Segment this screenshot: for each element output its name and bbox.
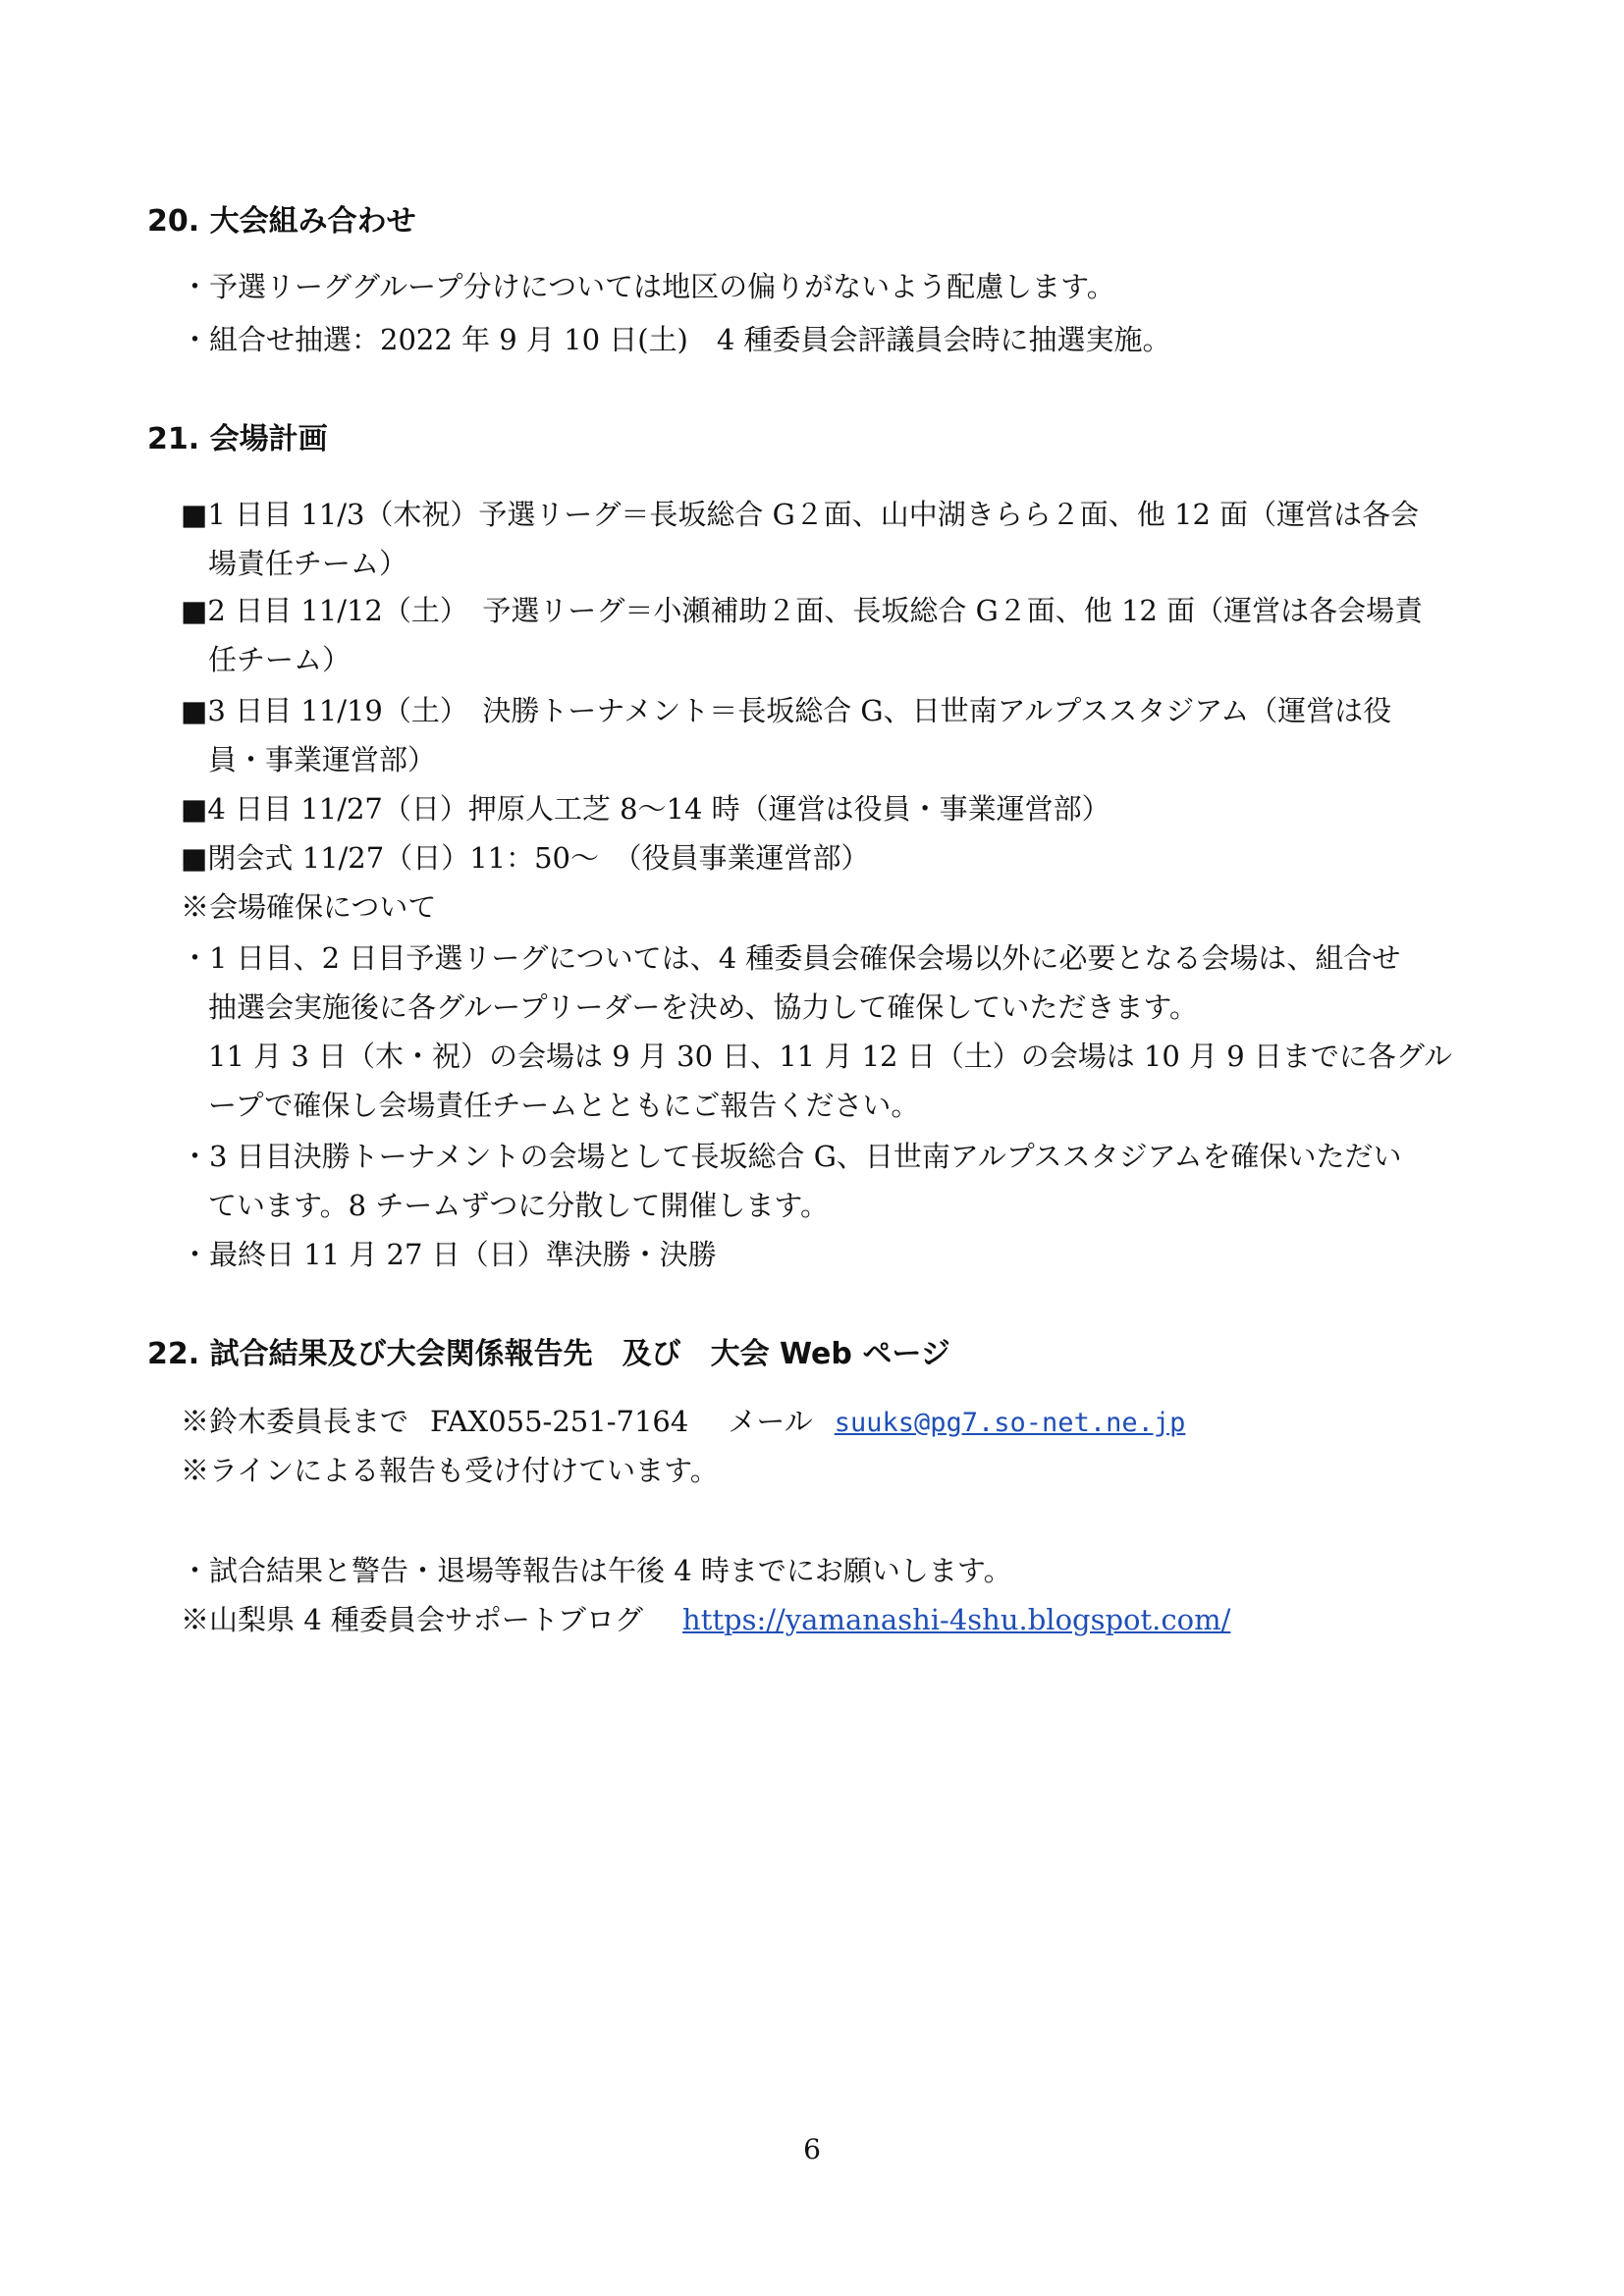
section-22-heading: 22. 試合結果及び大会関係報告先 及び 大会 Web ページ — [147, 1337, 950, 1371]
section-21-line: ・3 日目決勝トーナメントの会場として長坂総合 G、日世南アルプススタジアムを確保いただい — [181, 1140, 1402, 1173]
page-number: 6 — [803, 2133, 821, 2165]
section-21-line: ・最終日 11 月 27 日（日）準決勝・決勝 — [181, 1238, 717, 1271]
section-21-line: ・1 日目、2 日目予選リーグについては、4 種委員会確保会場以外に必要となる会場は、組合せ — [181, 941, 1401, 975]
section-21-line: ■3 日目 11/19（土） 決勝トーナメント＝長坂総合 G、日世南アルプススタジアム（運営は役 — [181, 694, 1392, 727]
blog-label: ※山梨県 4 種委員会サポートブログ — [181, 1603, 644, 1636]
contact-line — [181, 1404, 1185, 1441]
section-21-line: ています。8 チームずつに分散して開催します。 — [208, 1189, 830, 1222]
section-20-heading: 20. 大会組み合わせ — [147, 204, 416, 239]
section-21-line: ■1 日目 11/3（木祝）予選リーグ＝長坂総合 G２面、山中湖きらら２面、他 12 面（運営は各会 — [181, 498, 1420, 531]
section-21-line: ープで確保し会場責任チームとともにご報告ください。 — [208, 1089, 920, 1122]
email-link[interactable]: suuks@pg7.so-net.ne.jp — [834, 1408, 1186, 1438]
section-21-line: 抽選会実施後に各グループリーダーを決め、協力して確保していただきます。 — [208, 990, 1199, 1024]
section-21-line: 員・事業運営部） — [208, 743, 437, 776]
line-report-note: ※ラインによる報告も受け付けています。 — [181, 1454, 719, 1487]
section-21-line: ※会場確保について — [181, 890, 437, 924]
contact-prefix: ※鈴木委員長まで — [181, 1405, 409, 1438]
fax-number: FAX055-251-7164 — [430, 1405, 689, 1438]
section-21-line: 11 月 3 日（木・祝）の会場は 9 月 30 日、11 月 12 日（土）の会場は 10 月 9 日までに各グル — [208, 1040, 1453, 1073]
section-21-line: ■2 日目 11/12（土） 予選リーグ＝小瀬補助２面、長坂総合 G２面、他 12 面（運営は各会場責 — [181, 594, 1424, 627]
mail-label: メール — [728, 1405, 813, 1438]
section-21-line: ■閉会式 11/27（日）11：50～ （役員事業運営部） — [181, 841, 870, 875]
section-21-line: 場責任チーム） — [208, 547, 408, 580]
section-21-line: ■4 日目 11/27（日）押原人工芝 8～14 時（運営は役員・事業運営部） — [181, 792, 1110, 826]
deadline-note: ・試合結果と警告・退場等報告は午後 4 時までにお願いします。 — [181, 1554, 1012, 1587]
section-20-line: ・組合せ抽選：2022 年 9 月 10 日(土) 4 種委員会評議員会時に抽選実施。 — [181, 323, 1171, 356]
section-20-line: ・予選リーググループ分けについては地区の偏りがないよう配慮します。 — [181, 270, 1115, 303]
section-21-line: 任チーム） — [208, 643, 352, 676]
section-21-heading: 21. 会場計画 — [147, 422, 328, 456]
blog-url-link[interactable]: https://yamanashi-4shu.blogspot.com/ — [682, 1603, 1231, 1636]
blog-line — [181, 1602, 1230, 1637]
